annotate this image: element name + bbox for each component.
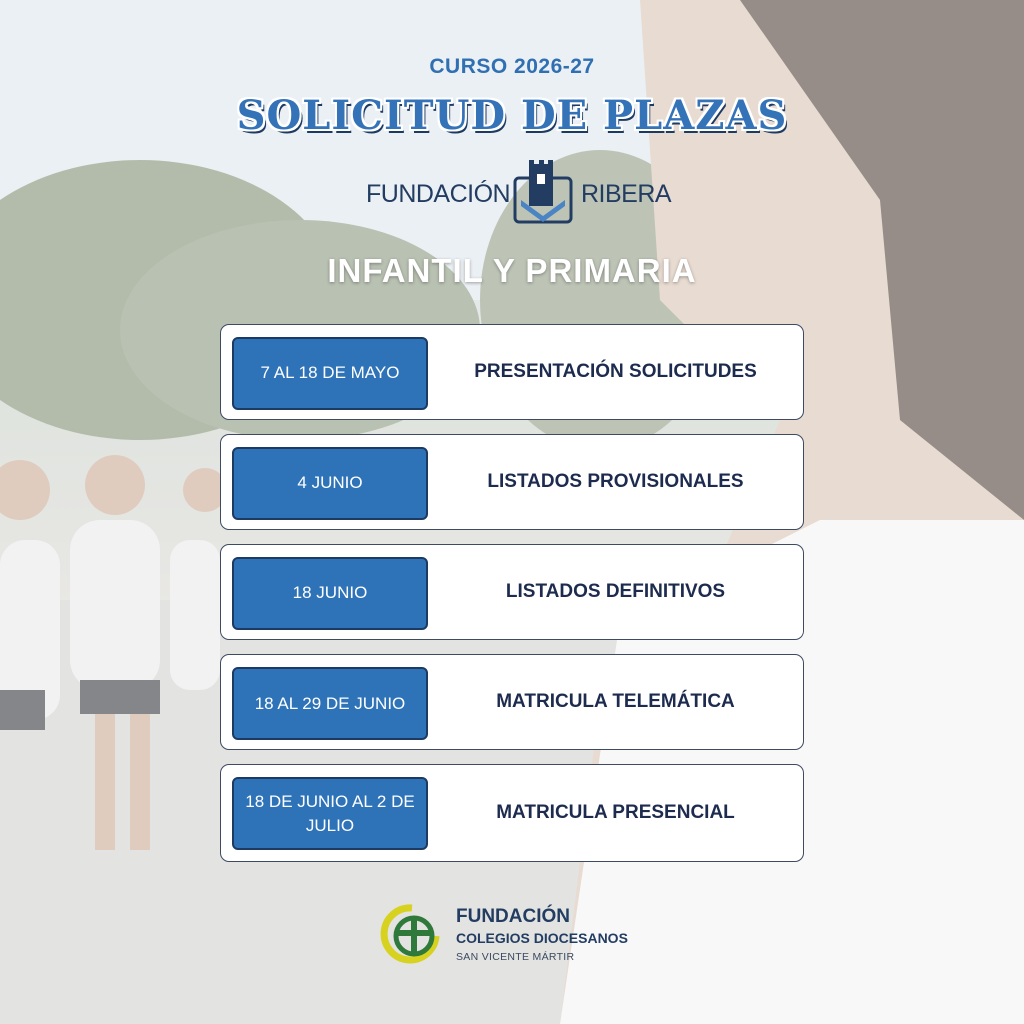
schedule-row (220, 654, 804, 750)
logo-text-right: RIBERA (581, 180, 672, 208)
footer-logo-line3: SAN VICENTE MÁRTIR (456, 951, 575, 963)
section-subtitle: INFANTIL Y PRIMARIA (327, 252, 697, 289)
fundacion-ribera-logo (362, 160, 672, 230)
schedule-list (220, 324, 806, 876)
date-badge: 18 DE JUNIO AL 2 DE JULIO (232, 777, 428, 850)
step-label: MATRICULA TELEMÁTICA (496, 691, 735, 712)
date-badge: 7 AL 18 DE MAYO (232, 337, 428, 410)
step-label: LISTADOS PROVISIONALES (487, 471, 744, 492)
footer-logo-line2: COLEGIOS DIOCESANOS (456, 930, 628, 946)
course-year: CURSO 2026-27 (429, 55, 595, 78)
castle-tower-icon (513, 160, 573, 224)
date-badge: 18 AL 29 DE JUNIO (232, 667, 428, 740)
step-label: LISTADOS DEFINITIVOS (505, 581, 726, 602)
step-label: PRESENTACIÓN SOLICITUDES (474, 361, 757, 382)
logo-text-left: FUNDACIÓN (366, 180, 511, 208)
cross-circle-icon (378, 902, 442, 966)
step-label: MATRICULA PRESENCIAL (496, 802, 735, 823)
date-badge: 18 JUNIO (232, 557, 428, 630)
schedule-row (220, 434, 804, 530)
fundacion-colegios-diocesanos-logo (378, 900, 668, 972)
date-badge: 4 JUNIO (232, 447, 428, 520)
schedule-row (220, 544, 804, 640)
footer-logo-line1: FUNDACIÓN (456, 906, 570, 927)
schedule-row (220, 324, 804, 420)
page-title: SOLICITUD DE PLAZAS (236, 92, 788, 139)
schedule-row (220, 764, 804, 862)
